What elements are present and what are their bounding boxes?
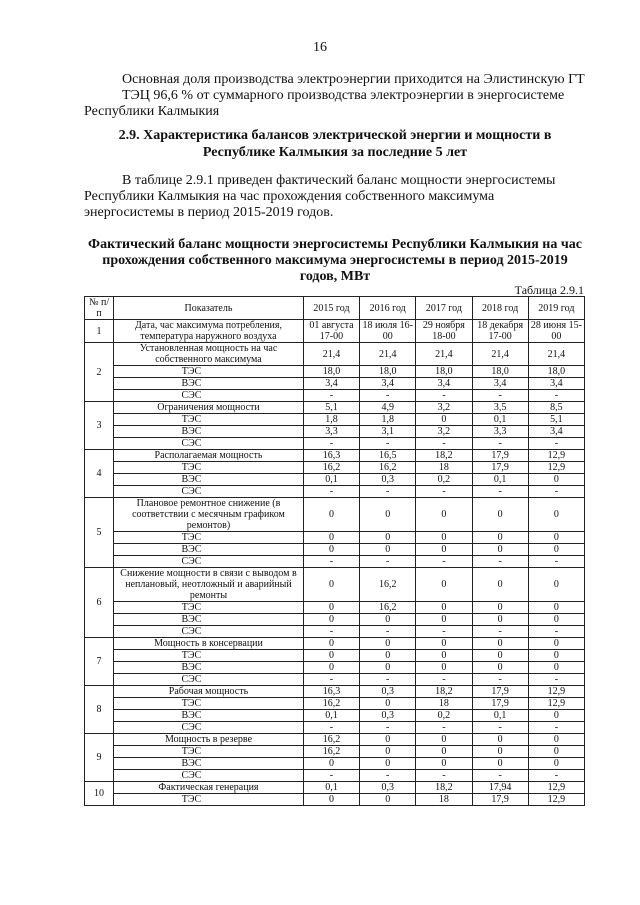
table-row — [85, 638, 585, 650]
header-cell: 2017 год — [416, 297, 472, 320]
table-subrow — [85, 626, 585, 638]
subrow-label: ТЭС — [114, 462, 304, 474]
table-subrow — [85, 390, 585, 402]
table-row — [85, 782, 585, 794]
table-row — [85, 320, 585, 343]
table-row — [85, 686, 585, 698]
section-heading-line: 2.9. Характеристика балансов электрической энергии и мощности в — [118, 128, 552, 143]
table-title-line: прохождения собственного максимума энергосистемы в период 2015-2019 — [102, 253, 568, 268]
row-value: 29 ноября 18-00 — [416, 320, 472, 343]
subrow-label: ВЭС — [114, 426, 304, 438]
body-paragraph — [84, 173, 586, 221]
row-value: 18 июля 16-00 — [360, 320, 416, 343]
table-subrow — [85, 710, 585, 722]
row-number: 6 — [85, 568, 114, 638]
row-value: 0 — [528, 734, 584, 746]
row-value: 4,9 — [360, 402, 416, 414]
row-number: 10 — [85, 782, 114, 806]
subrow-value: 0,1 — [303, 710, 359, 722]
table-body — [85, 320, 585, 806]
subrow-value: - — [360, 674, 416, 686]
subrow-value: 0 — [416, 602, 472, 614]
subrow-value: - — [528, 390, 584, 402]
row-value: 21,4 — [528, 343, 584, 366]
subrow-label: ТЭС — [114, 794, 304, 806]
subrow-value: 0 — [303, 602, 359, 614]
table-row — [85, 450, 585, 462]
subrow-value: - — [416, 722, 472, 734]
row-value: 16,2 — [360, 568, 416, 602]
subrow-value: 0 — [472, 650, 528, 662]
subrow-value: - — [528, 438, 584, 450]
subrow-value: 0,1 — [472, 474, 528, 486]
subrow-value: - — [528, 486, 584, 498]
subrow-value: - — [416, 486, 472, 498]
subrow-value: - — [528, 556, 584, 568]
subrow-value: 0 — [416, 746, 472, 758]
subrow-value: 0 — [528, 602, 584, 614]
row-value: 3,5 — [472, 402, 528, 414]
table-subrow — [85, 662, 585, 674]
table-subrow — [85, 746, 585, 758]
subrow-value: 0,1 — [472, 710, 528, 722]
subrow-value: 0 — [416, 414, 472, 426]
intro-line: Основная доля производства электроэнергии приходится на Элистинскую ГТ — [122, 72, 585, 87]
subrow-value: - — [416, 674, 472, 686]
table-row — [85, 568, 585, 602]
subrow-value: 0 — [416, 758, 472, 770]
subrow-label: ВЭС — [114, 662, 304, 674]
subrow-value: - — [303, 770, 359, 782]
subrow-value: - — [303, 390, 359, 402]
subrow-value: - — [472, 722, 528, 734]
row-value: 17,9 — [472, 686, 528, 698]
subrow-value: 0 — [416, 614, 472, 626]
subrow-value: 0 — [528, 544, 584, 556]
subrow-value: 0 — [360, 614, 416, 626]
subrow-value: 0 — [360, 746, 416, 758]
subrow-value: 0 — [360, 532, 416, 544]
subrow-value: 0 — [360, 650, 416, 662]
subrow-label: СЭС — [114, 556, 304, 568]
table-row — [85, 734, 585, 746]
subrow-value: 18,0 — [528, 366, 584, 378]
subrow-value: - — [472, 674, 528, 686]
row-value: 01 августа 17-00 — [303, 320, 359, 343]
subrow-value: 0 — [303, 794, 359, 806]
row-value: 5,1 — [303, 402, 359, 414]
subrow-label: СЭС — [114, 770, 304, 782]
row-value: 18,2 — [416, 782, 472, 794]
subrow-value: - — [303, 438, 359, 450]
row-value: 0 — [360, 734, 416, 746]
row-value: 0 — [472, 498, 528, 532]
subrow-value: - — [416, 626, 472, 638]
subrow-value: 0 — [360, 662, 416, 674]
row-value: 0 — [472, 568, 528, 602]
subrow-value: 0 — [416, 532, 472, 544]
subrow-value: - — [360, 722, 416, 734]
table-header-row — [85, 297, 585, 320]
subrow-value: 3,4 — [360, 378, 416, 390]
subrow-value: 0 — [360, 698, 416, 710]
subrow-label: ВЭС — [114, 614, 304, 626]
header-cell: 2015 год — [303, 297, 359, 320]
subrow-value: 18,0 — [416, 366, 472, 378]
subrow-value: 0 — [303, 650, 359, 662]
row-number: 7 — [85, 638, 114, 686]
subrow-value: - — [303, 556, 359, 568]
table-subrow — [85, 674, 585, 686]
intro-paragraph — [84, 72, 586, 120]
row-number: 8 — [85, 686, 114, 734]
subrow-value: 3,2 — [416, 426, 472, 438]
subrow-value: 0 — [528, 758, 584, 770]
table-subrow — [85, 698, 585, 710]
subrow-value: 18 — [416, 794, 472, 806]
row-label: Рабочая мощность — [114, 686, 304, 698]
subrow-value: 3,1 — [360, 426, 416, 438]
subrow-value: 17,9 — [472, 462, 528, 474]
row-label: Установленная мощность на час собственного максимума — [114, 343, 304, 366]
table-subrow — [85, 366, 585, 378]
subrow-value: 0 — [472, 614, 528, 626]
subrow-value: 3,3 — [472, 426, 528, 438]
table-subrow — [85, 532, 585, 544]
row-value: 0 — [416, 734, 472, 746]
subrow-value: 16,2 — [303, 746, 359, 758]
row-label: Ограничения мощности — [114, 402, 304, 414]
subrow-label: СЭС — [114, 626, 304, 638]
row-number: 5 — [85, 498, 114, 568]
subrow-value: 0,2 — [416, 474, 472, 486]
row-value: 0 — [528, 568, 584, 602]
subrow-value: 16,2 — [303, 698, 359, 710]
subrow-value: - — [416, 770, 472, 782]
subrow-value: 3,4 — [303, 378, 359, 390]
subrow-value: - — [416, 438, 472, 450]
table-subrow — [85, 438, 585, 450]
subrow-label: ТЭС — [114, 602, 304, 614]
table-subrow — [85, 544, 585, 556]
intro-line: Республики Калмыкия — [84, 104, 220, 119]
subrow-value: 0 — [303, 614, 359, 626]
table-subrow — [85, 556, 585, 568]
subrow-value: 16,2 — [360, 602, 416, 614]
row-value: 0 — [360, 638, 416, 650]
subrow-value: 0 — [528, 746, 584, 758]
table-row — [85, 498, 585, 532]
subrow-value: 0 — [303, 532, 359, 544]
row-number: 3 — [85, 402, 114, 450]
subrow-value: 0,2 — [416, 710, 472, 722]
subrow-label: СЭС — [114, 674, 304, 686]
subrow-value: 1,8 — [303, 414, 359, 426]
subrow-value: 18,0 — [360, 366, 416, 378]
row-value: 0 — [303, 498, 359, 532]
subrow-value: 0 — [416, 662, 472, 674]
subrow-value: - — [360, 556, 416, 568]
row-value: 3,2 — [416, 402, 472, 414]
table-subrow — [85, 650, 585, 662]
subrow-value: 0 — [528, 614, 584, 626]
subrow-value: 0 — [528, 710, 584, 722]
row-value: 21,4 — [416, 343, 472, 366]
row-value: 16,5 — [360, 450, 416, 462]
subrow-value: - — [528, 722, 584, 734]
row-label: Располагаемая мощность — [114, 450, 304, 462]
subrow-value: 3,4 — [528, 426, 584, 438]
subrow-value: 0 — [472, 602, 528, 614]
subrow-value: 18,0 — [303, 366, 359, 378]
row-value: 21,4 — [360, 343, 416, 366]
subrow-value: 0 — [360, 794, 416, 806]
subrow-value: - — [472, 390, 528, 402]
subrow-value: - — [360, 438, 416, 450]
subrow-value: 0 — [360, 544, 416, 556]
table-title — [84, 237, 586, 285]
table-subrow — [85, 770, 585, 782]
row-value: 17,94 — [472, 782, 528, 794]
subrow-value: 12,9 — [528, 462, 584, 474]
row-value: 12,9 — [528, 450, 584, 462]
row-value: 0 — [416, 498, 472, 532]
row-value: 12,9 — [528, 782, 584, 794]
row-value: 0 — [360, 498, 416, 532]
intro-line: ТЭЦ 96,6 % от суммарного производства электроэнергии в энергосистеме — [122, 88, 565, 103]
subrow-value: - — [303, 626, 359, 638]
row-number: 9 — [85, 734, 114, 782]
subrow-value: - — [528, 770, 584, 782]
subrow-value: 0 — [472, 662, 528, 674]
subrow-label: ТЭС — [114, 650, 304, 662]
table-title-line: годов, МВт — [299, 269, 371, 284]
table-subrow — [85, 414, 585, 426]
table-subrow — [85, 614, 585, 626]
row-value: 12,9 — [528, 686, 584, 698]
subrow-value: - — [472, 438, 528, 450]
row-value: 28 июня 15-00 — [528, 320, 584, 343]
header-cell: 2019 год — [528, 297, 584, 320]
subrow-value: 0 — [472, 544, 528, 556]
body-line: Республики Калмыкия на час прохождения собственного максимума — [84, 189, 495, 204]
subrow-label: ТЭС — [114, 414, 304, 426]
subrow-value: 0 — [303, 662, 359, 674]
table-subrow — [85, 378, 585, 390]
row-value: 18,2 — [416, 686, 472, 698]
subrow-value: 0 — [528, 662, 584, 674]
subrow-label: ВЭС — [114, 378, 304, 390]
table-subrow — [85, 602, 585, 614]
subrow-value: 0 — [472, 746, 528, 758]
row-number: 2 — [85, 343, 114, 402]
row-value: 16,3 — [303, 686, 359, 698]
subrow-value: - — [303, 674, 359, 686]
table-row — [85, 343, 585, 366]
row-value: 0 — [303, 568, 359, 602]
subrow-value: - — [303, 722, 359, 734]
table-subrow — [85, 486, 585, 498]
table-subrow — [85, 462, 585, 474]
row-value: 0 — [416, 568, 472, 602]
row-value: 0,3 — [360, 782, 416, 794]
row-label: Дата, час максимума потребления, температура наружного воздуха — [114, 320, 304, 343]
row-value: 8,5 — [528, 402, 584, 414]
subrow-label: СЭС — [114, 722, 304, 734]
row-value: 0 — [472, 638, 528, 650]
subrow-value: 3,3 — [303, 426, 359, 438]
subrow-value: 12,9 — [528, 698, 584, 710]
row-label: Мощность в резерве — [114, 734, 304, 746]
subrow-value: - — [360, 770, 416, 782]
body-line: энергосистемы в период 2015-2019 годов. — [84, 205, 334, 220]
table-subrow — [85, 426, 585, 438]
subrow-label: ТЭС — [114, 532, 304, 544]
subrow-label: ТЭС — [114, 366, 304, 378]
subrow-value: 5,1 — [528, 414, 584, 426]
header-cell: 2016 год — [360, 297, 416, 320]
row-value: 16,2 — [303, 734, 359, 746]
section-heading-line: Республике Калмыкия за последние 5 лет — [202, 145, 468, 160]
subrow-value: 0 — [303, 544, 359, 556]
row-value: 0 — [472, 734, 528, 746]
subrow-value: 0 — [416, 650, 472, 662]
row-value: 0,1 — [303, 782, 359, 794]
row-value: 16,3 — [303, 450, 359, 462]
subrow-value: 18 — [416, 462, 472, 474]
table-title-line: Фактический баланс мощности энергосистемы Республики Калмыкия на час — [88, 237, 582, 252]
subrow-value: - — [472, 486, 528, 498]
subrow-value: 0 — [528, 650, 584, 662]
row-label: Плановое ремонтное снижение (в соответствии с месячным графиком ремонтов) — [114, 498, 304, 532]
subrow-value: 16,2 — [360, 462, 416, 474]
header-cell: 2018 год — [472, 297, 528, 320]
row-value: 0 — [303, 638, 359, 650]
subrow-value: 3,4 — [472, 378, 528, 390]
subrow-value: 0,1 — [303, 474, 359, 486]
subrow-value: - — [360, 390, 416, 402]
subrow-value: 12,9 — [528, 794, 584, 806]
row-label: Снижение мощности в связи с выводом в неплановый, неотложный и аварийный ремонты — [114, 568, 304, 602]
subrow-value: 17,9 — [472, 794, 528, 806]
subrow-value: - — [528, 674, 584, 686]
subrow-value: 0 — [472, 532, 528, 544]
subrow-label: СЭС — [114, 390, 304, 402]
row-number: 4 — [85, 450, 114, 498]
subrow-value: 0 — [303, 758, 359, 770]
table-subrow — [85, 794, 585, 806]
table-label: Таблица 2.9.1 — [514, 283, 584, 297]
subrow-value: - — [472, 556, 528, 568]
subrow-value: - — [528, 626, 584, 638]
row-number: 1 — [85, 320, 114, 343]
row-label: Мощность в консервации — [114, 638, 304, 650]
power-balance-table — [84, 296, 585, 806]
subrow-value: 3,4 — [528, 378, 584, 390]
subrow-value: 1,8 — [360, 414, 416, 426]
row-value: 0,3 — [360, 686, 416, 698]
subrow-label: СЭС — [114, 486, 304, 498]
subrow-value: 0 — [360, 758, 416, 770]
subrow-value: - — [416, 556, 472, 568]
row-value: 0 — [416, 638, 472, 650]
subrow-value: - — [360, 486, 416, 498]
subrow-value: - — [416, 390, 472, 402]
subrow-value: 0,3 — [360, 474, 416, 486]
page-number: 16 — [313, 40, 327, 55]
row-value: 0 — [528, 498, 584, 532]
subrow-value: 0,1 — [472, 414, 528, 426]
subrow-label: ВЭС — [114, 544, 304, 556]
body-line: В таблице 2.9.1 приведен фактический баланс мощности энергосистемы — [122, 173, 556, 188]
row-value: 17,9 — [472, 450, 528, 462]
subrow-label: СЭС — [114, 438, 304, 450]
subrow-value: - — [472, 626, 528, 638]
row-value: 21,4 — [303, 343, 359, 366]
header-cell: № п/п — [85, 297, 114, 320]
table-row — [85, 402, 585, 414]
subrow-value: - — [472, 770, 528, 782]
row-value: 18,2 — [416, 450, 472, 462]
subrow-label: ВЭС — [114, 474, 304, 486]
subrow-value: 18,0 — [472, 366, 528, 378]
subrow-value: 0 — [528, 474, 584, 486]
table-subrow — [85, 758, 585, 770]
table-subrow — [85, 474, 585, 486]
section-heading — [84, 127, 586, 161]
subrow-label: ВЭС — [114, 758, 304, 770]
subrow-value: 0,3 — [360, 710, 416, 722]
subrow-value: - — [360, 626, 416, 638]
subrow-value: 16,2 — [303, 462, 359, 474]
subrow-value: - — [303, 486, 359, 498]
subrow-value: 17,9 — [472, 698, 528, 710]
subrow-value: 18 — [416, 698, 472, 710]
subrow-value: 0 — [528, 532, 584, 544]
subrow-label: ВЭС — [114, 710, 304, 722]
row-value: 0 — [528, 638, 584, 650]
subrow-value: 0 — [472, 758, 528, 770]
subrow-value: 0 — [416, 544, 472, 556]
row-value: 18 декабря 17-00 — [472, 320, 528, 343]
row-value: 21,4 — [472, 343, 528, 366]
subrow-value: 3,4 — [416, 378, 472, 390]
row-label: Фактическая генерация — [114, 782, 304, 794]
header-cell: Показатель — [114, 297, 304, 320]
table-subrow — [85, 722, 585, 734]
subrow-label: ТЭС — [114, 698, 304, 710]
subrow-label: ТЭС — [114, 746, 304, 758]
